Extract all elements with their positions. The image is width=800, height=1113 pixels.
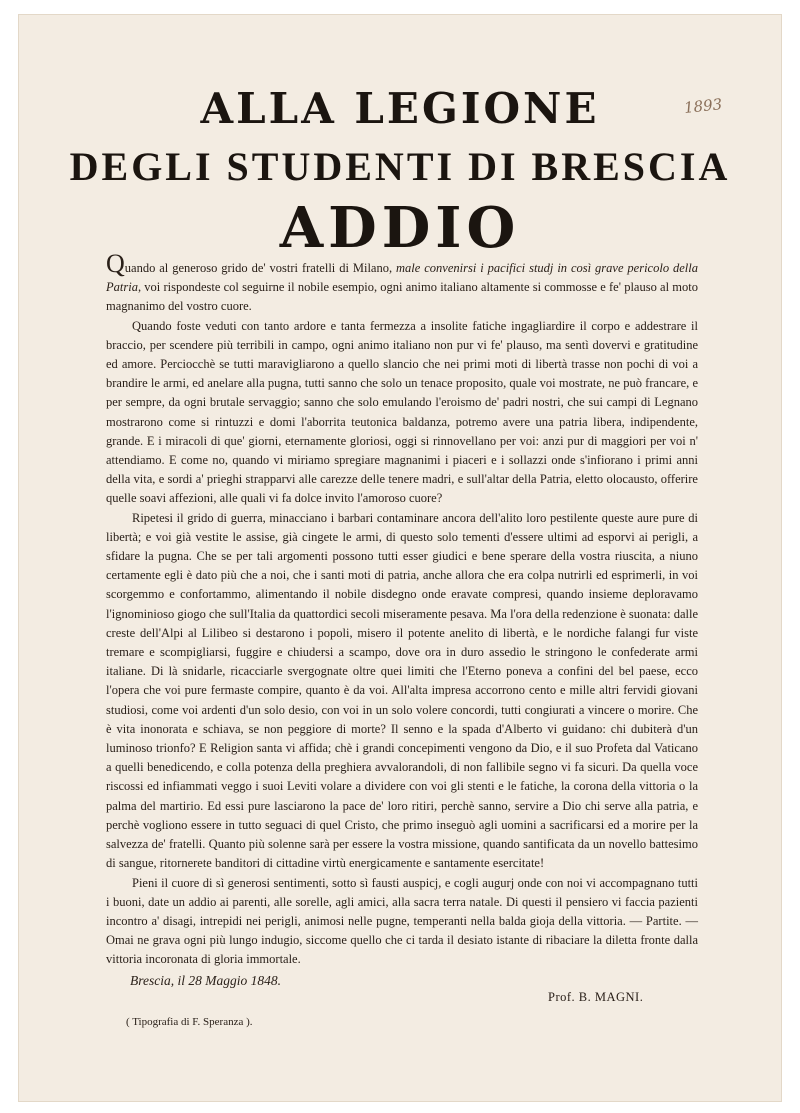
title-line-1: ALLA LEGIONE xyxy=(200,84,600,133)
body-text xyxy=(106,249,699,970)
paragraph-3: Ripetesi il grido di guerra, minacciano i barbari contaminare ancora dell'alito loro pestilente queste aure pure di libertà; e voi già vestite le assise, già cingete le armi, di questo solo tementi d'essere ultimi ad esporvi ai perigli, a sfidare la pugna. Che se per tali argomenti possono tutti esser giudici e bene sperare della vostra riuscita, a niuno certamente egli è dato più che a noi, che i santi moti di patria, anche allora che era colpa nutrirli ed esprimerli, in voi scorgemmo e confortammo, alimentando il nobile disdegno onde eravate compresi, quando insieme deploravamo l'ignominioso giogo che sull'Italia da quattordici secoli miseramente pesava. Ma l'ora della redenzione è suonata: dalle creste dell'Alpi al Lilibeo si destarono i popoli, misero il potente anelito di libertà, e le nordiche falangi fur viste tremare e scompigliarsi, fuggire e chiudersi a scampo, dove ora in duro assedio le stringono le confederate armi italiane. Di là snidarle, ricacciarle svergognate oltre quei limiti che l'Eterno poneva a confini del bel paese, ecco l'opera che voi pure fermaste compire, quanto è da voi. All'alta impresa accorrono cento e mille altri fervidi giovani studiosi, come voi ardenti d'un solo desio, con voi in un solo volere concordi, tutti congiurati a vincere o morire. Che è vita inonorata e schiava, se non peggiore di morte? Il senno e la spada d'Alberto vi guidano: chi dubiterà d'un luminoso trionfo? E Religion santa vi affida; chè i grandi concepimenti vengono da Dio, e il suo Profeta dal Vaticano a quelli benedicendo, e colla potenza della preghiera avvalorandoli, di non fallibile segno vi fa sicuri. Da quella voce riscossi ed infiammati veggo i suoi Leviti volare a dividere con voi gli stenti e le fatiche, la corona della vittoria o la palma del martirio. Ed essi pure lasciarono la pace de' loro ritiri, perchè sanno, servire a Dio chi serve alla patria, e perchè vogliono essere in tutto seguaci di quel Cristo, che primo inseguò agli uomini a sacrificarsi ed a morire per la salvezza de' fratelli. Quanto più solenne sarà per essere la vostra missione, quando santificata da un novello battesimo di sangue, ritornerete banditori di cittadine virtù energicamente e santamente esercitate! xyxy=(106,510,698,871)
paragraph-1-italic: male convenirsi i pacifici studj in così grave pericolo della Patria xyxy=(106,261,699,295)
paragraph-1-start: uando al generoso grido de' vostri fratelli di Milano, xyxy=(124,261,397,275)
paragraph-1 xyxy=(106,249,699,317)
title-line-2: DEGLI STUDENTI DI BRESCIA xyxy=(69,144,731,189)
drop-cap: Q xyxy=(106,249,125,278)
title-addio: ADDIO xyxy=(279,195,521,261)
paragraph-1-end: , voi rispondeste col seguirne il nobile esempio, ogni animo italiano altamente si commosse e fe' plauso al moto magnanimo del vostro cuore. xyxy=(106,280,698,314)
paragraph-4: Pieni il cuore di sì generosi sentimenti, sotto sì fausti auspicj, e cogli augurj onde con noi vi accompagnano tutti i buoni, date un addio ai parenti, alle sorelle, agli amici, alla sacra terra natale. Di questi il pensiero vi faccia pazienti incontro a' disagi, intrepidi nei perigli, animosi nelle pugne, temperanti nella balda gioja della vittoria. — Partite. — Omai ne grava ogni più lungo indugio, siccome quello che ci tarda il desiato istante di ribaciare la diletta fronte dalla vittoria incoronata di gloria immortale. xyxy=(106,875,698,967)
paragraph-2: Quando foste veduti con tanto ardore e tanta fermezza a insolite fatiche ingagliardire il corpo e addestrare il braccio, per scendere più terribili in campo, ogni animo italiano non pur vi fe' plauso, ma sentì dovervi e gratitudine ed amore. Perciocchè se tutti maravigliarono a quello slancio che nei primi moti di libertà trasse non pochi di voi a brandire le armi, ed anelare alla pugna, tutti sanno che solo un tenace proposito, quale voi mostrate, ne può francare, e per sempre, da ogni brutale servaggio; sanno che solo emulando l'eroismo de' padri nostri, che sui campi di Legnano mostrarono come si rintuzzi e domi l'aborrita teutonica baldanza, potremo avere una patria libera, indipendente, grande. E i miracoli di que' giorni, eternamente gloriosi, oggi si rinnovellano per voi: anzi pur di maggiori per voi n' attendiamo. E come no, quando vi miriamo spregiare magnanimi i piaceri e i sollazzi onde s'infiorano i primi anni della vita, e sordi a' prieghi strapparvi alle carezze delle tenere madri, e sull'altar della Patria, eletto olocausto, offerire quelle soavi affezioni, alle quali vi fa dolce invito l'amoroso cuore? xyxy=(106,318,698,506)
signature: Prof. B. MAGNI. xyxy=(548,990,644,1004)
archive-number: 1893 xyxy=(683,95,724,117)
date-line: Brescia, il 28 Maggio 1848. xyxy=(130,973,281,988)
printer-credit: ( Tipografia di F. Speranza ). xyxy=(126,1016,253,1028)
